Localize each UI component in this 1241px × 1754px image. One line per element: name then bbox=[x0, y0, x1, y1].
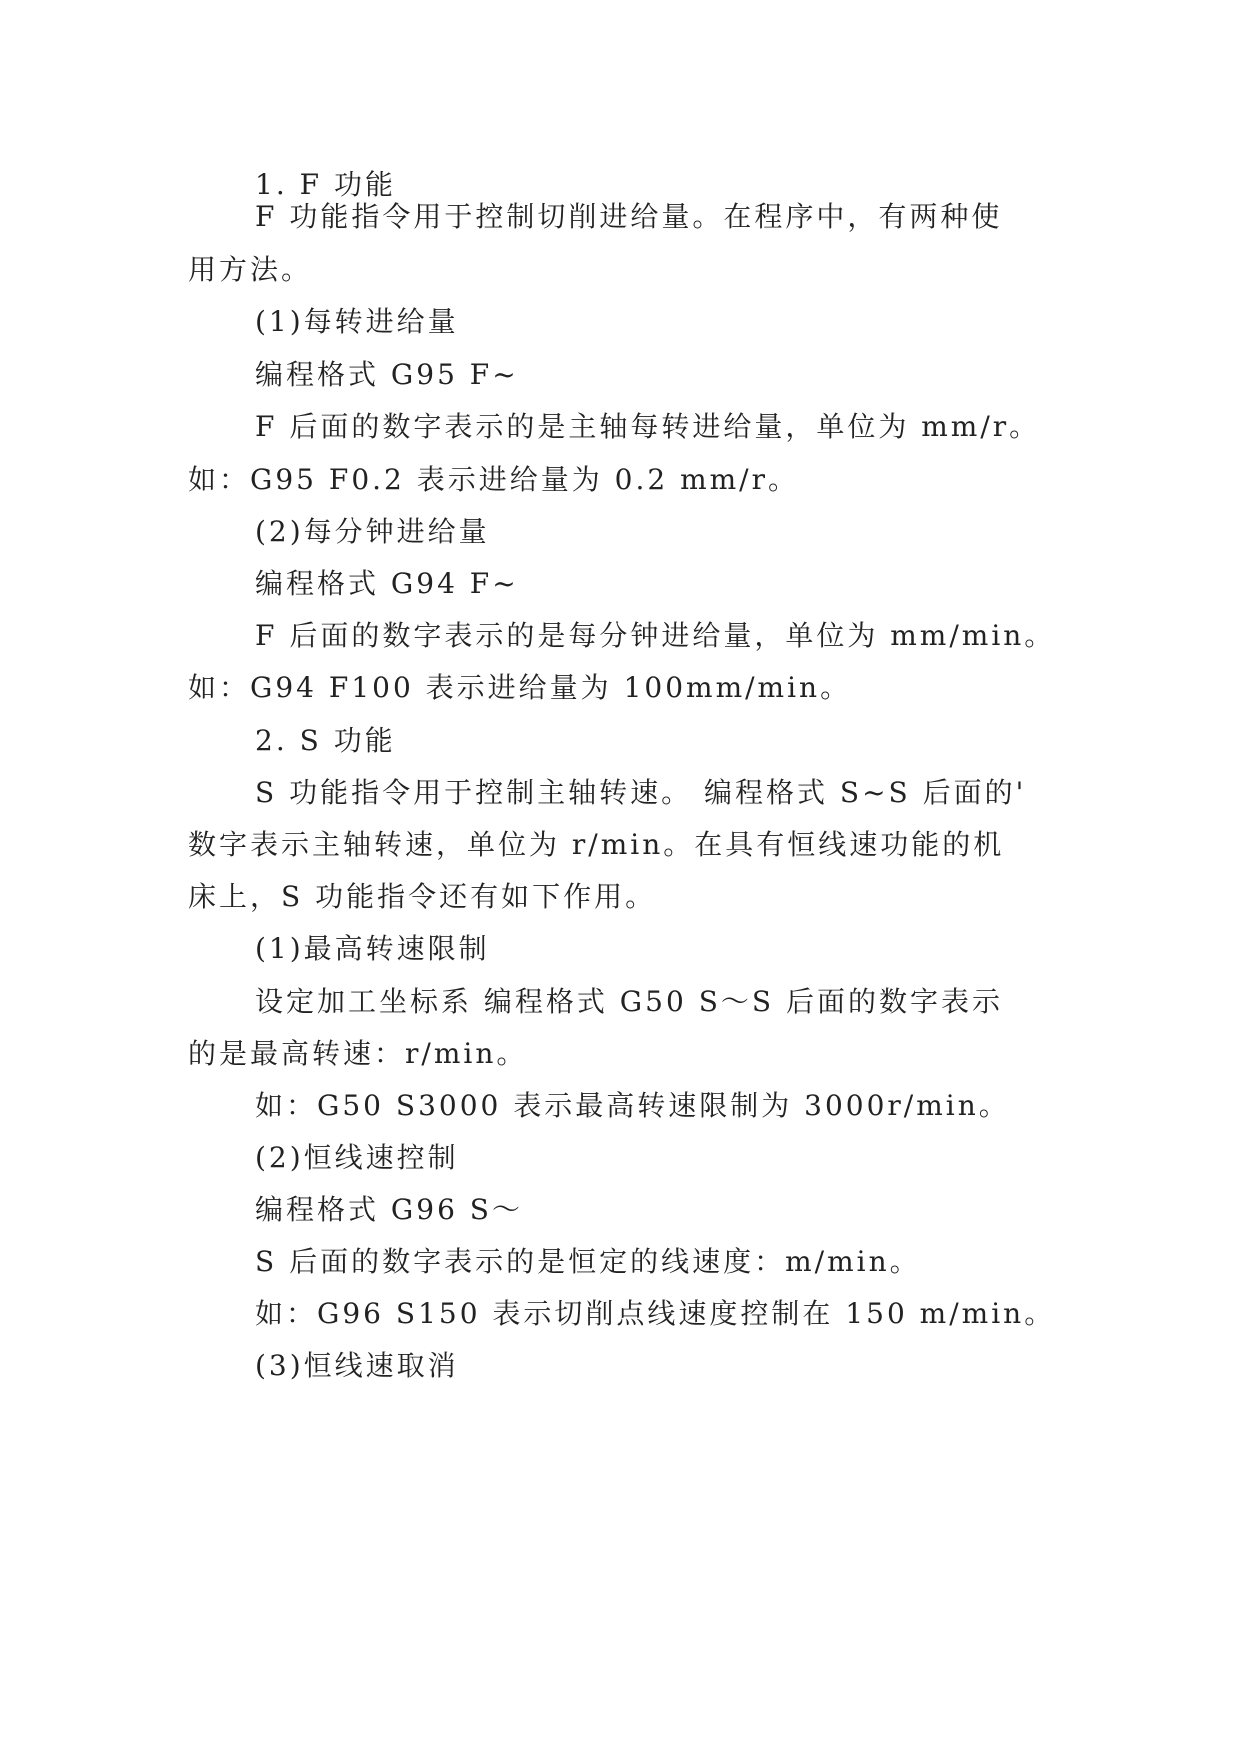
paragraph-line: 的是最高转速：r/min。 bbox=[188, 1037, 528, 1070]
paragraph-line: S 后面的数字表示的是恒定的线速度：m/min。 bbox=[255, 1245, 921, 1278]
paragraph-line: F 功能指令用于控制切削进给量。在程序中，有两种使 bbox=[255, 200, 1003, 233]
paragraph-line: S 功能指令用于控制主轴转速。 编程格式 S~S 后面的' bbox=[255, 776, 1027, 809]
paragraph-line: 床上，S 功能指令还有如下作用。 bbox=[188, 880, 657, 913]
code-format-line: 编程格式 G94 F~ bbox=[255, 567, 519, 600]
heading-s-function: 2. S 功能 bbox=[255, 724, 396, 757]
code-format-line: 编程格式 G96 S～ bbox=[255, 1193, 523, 1226]
subheading-feed-per-min: (2)每分钟进给量 bbox=[255, 515, 490, 548]
code-format-line: 编程格式 G95 F~ bbox=[255, 358, 519, 391]
paragraph-line: 设定加工坐标系 编程格式 G50 S～S 后面的数字表示 bbox=[255, 985, 1003, 1018]
paragraph-line: 数字表示主轴转速，单位为 r/min。在具有恒线速功能的机 bbox=[188, 828, 1005, 861]
example-line: 如：G50 S3000 表示最高转速限制为 3000r/min。 bbox=[255, 1089, 1010, 1122]
subheading-max-speed: (1)最高转速限制 bbox=[255, 932, 490, 965]
example-line: 如：G94 F100 表示进给量为 100mm/min。 bbox=[188, 671, 852, 704]
paragraph-line: F 后面的数字表示的是每分钟进给量，单位为 mm/min。 bbox=[255, 619, 1056, 652]
example-line: 如：G95 F0.2 表示进给量为 0.2 mm/r。 bbox=[188, 463, 800, 496]
example-line: 如：G96 S150 表示切削点线速度控制在 150 m/min。 bbox=[255, 1297, 1056, 1330]
subheading-constant-speed: (2)恒线速控制 bbox=[255, 1141, 459, 1174]
heading-f-function: 1. F 功能 bbox=[255, 168, 396, 201]
paragraph-line: 用方法。 bbox=[188, 253, 313, 286]
subheading-cancel-constant-speed: (3)恒线速取消 bbox=[255, 1349, 459, 1382]
paragraph-line: F 后面的数字表示的是主轴每转进给量，单位为 mm/r。 bbox=[255, 410, 1041, 443]
subheading-feed-per-rev: (1)每转进给量 bbox=[255, 305, 459, 338]
